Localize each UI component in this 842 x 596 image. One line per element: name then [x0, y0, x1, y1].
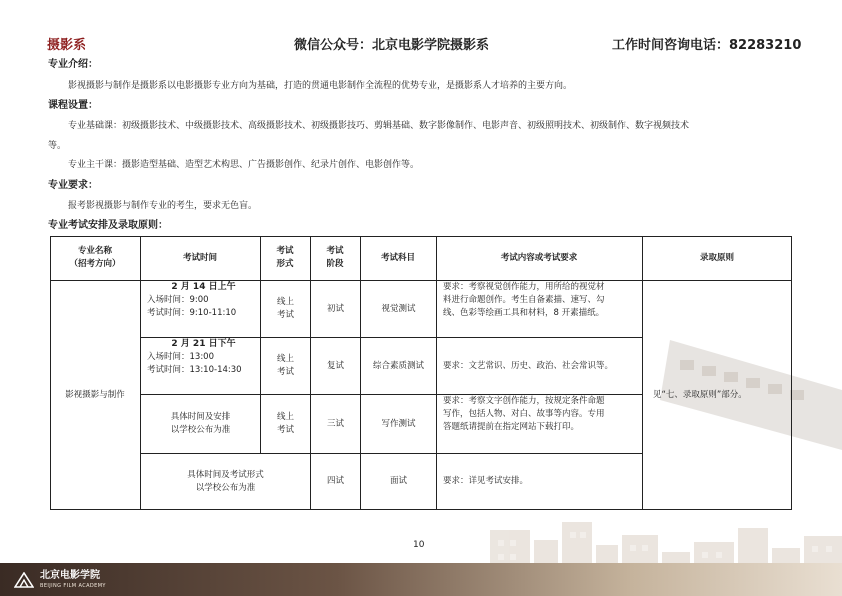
- row1-content-line1: 要求：考察视觉创作能力，用所给的视觉材: [443, 282, 605, 292]
- row2-subject: 综合素质测试: [372, 360, 424, 371]
- header-stage-line2: 阶段: [326, 259, 344, 269]
- row2-exam: 考试时间：13:10-14:30: [147, 365, 242, 375]
- row3-time-line1: 具体时间及安排: [170, 412, 231, 422]
- footer-logo-subtext: BEIJING FILM ACADEMY: [40, 583, 106, 589]
- row1-entry: 入场时间：9:00: [147, 295, 209, 305]
- header-time: 考试时间: [182, 252, 217, 263]
- row4-time-line2: 以学校公布为准: [195, 482, 256, 493]
- intro-title: 专业介绍：: [48, 59, 98, 70]
- row4-stage: 四试: [326, 476, 344, 486]
- header-form-line1: 考试: [276, 246, 294, 256]
- header-admission: 录取原则: [699, 252, 734, 263]
- row4-content: 要求：详见考试安排。: [443, 476, 529, 486]
- row3-form-line1: 线上: [276, 412, 294, 422]
- row4-time: [141, 454, 310, 509]
- header-content: 考试内容或考试要求: [500, 252, 578, 263]
- row2-form: [261, 338, 310, 394]
- header-major: [50, 236, 140, 280]
- row1-content-line3: 线、色彩等绘画工具和材料，8 开素描纸。: [443, 308, 605, 318]
- row3-content: [437, 395, 642, 453]
- row2-form-line2: 考试: [276, 367, 294, 377]
- row1-subject: 视觉测试: [381, 303, 416, 314]
- row3-content-line3: 答题纸请提前在指定网站下载打印。: [443, 422, 580, 432]
- row3-subject: 写作测试: [381, 418, 416, 429]
- row1-form-line2: 考试: [276, 310, 294, 320]
- row1-exam: 考试时间：9:10-11:10: [147, 308, 237, 318]
- intro-text: 影视摄影与制作是摄影系以电影摄影专业方向为基础，打造的贯通电影制作全流程的优势专业，是摄影系人才培养的主要方向。: [68, 81, 573, 91]
- table-border: [50, 509, 792, 510]
- row1-content-line2: 料进行命题创作。考生自备素描、速写、勾: [443, 295, 605, 305]
- row1-form: [261, 281, 310, 337]
- contact-phone: 工作时间咨询电话：82283210: [612, 38, 802, 53]
- header-major-line1: 专业名称: [77, 246, 112, 256]
- row3-content-line2: 写作，包括人物、对白、故事等内容。专用: [443, 409, 605, 419]
- courses-title: 课程设置：: [48, 100, 98, 111]
- row3-content-line1: 要求：考察文字创作能力，按规定条件命题: [443, 396, 605, 406]
- row1-content: [437, 281, 642, 337]
- footer-band: [0, 563, 842, 596]
- header-major-line2: （招考方向）: [69, 259, 121, 269]
- requirements-title: 专业要求：: [48, 180, 98, 191]
- header-stage: [310, 236, 360, 280]
- row2-date: 2 月 21 日下午: [171, 339, 236, 349]
- row3-time-line2: 以学校公布为准: [170, 425, 231, 435]
- core-courses: 专业主干课：摄影造型基础、造型艺术构思、广告摄影创作、纪录片创作、电影创作等。: [68, 160, 420, 170]
- major-name: 影视摄影与制作: [65, 389, 125, 400]
- row2-entry: 入场时间：13:00: [147, 352, 214, 362]
- row3-form: [261, 395, 310, 453]
- row1-form-line1: 线上: [276, 297, 294, 307]
- department-title: 摄影系: [47, 38, 87, 53]
- exam-section-title: 专业考试安排及录取原则：: [48, 220, 168, 231]
- header-form: [260, 236, 310, 280]
- requirements-text: 报考影视摄影与制作专业的考生，要求无色盲。: [68, 201, 258, 211]
- row3-stage: 三试: [326, 418, 344, 429]
- row4-subject: 面试: [389, 476, 407, 486]
- row3-time: [141, 395, 260, 453]
- admission-principle: 见“七、录取原则”部分。: [653, 389, 747, 400]
- film-academy-logo-icon: [14, 572, 34, 588]
- header-stage-line1: 考试: [326, 246, 344, 256]
- header-subject: 考试科目: [380, 252, 415, 263]
- basic-courses-line2: 等。: [48, 141, 67, 151]
- row1-time: [141, 281, 260, 337]
- wechat-account: 微信公众号：北京电影学院摄影系: [294, 38, 490, 53]
- row1-stage: 初试: [326, 303, 344, 314]
- row2-stage: 复试: [326, 360, 344, 371]
- row2-content: 要求：文艺常识、历史、政治、社会常识等。: [443, 360, 614, 371]
- exam-schedule-table: [50, 236, 792, 510]
- row2-time: [141, 338, 260, 394]
- row3-form-line2: 考试: [276, 425, 294, 435]
- row1-date: 2 月 14 日上午: [171, 282, 236, 292]
- header-form-line2: 形式: [276, 259, 294, 269]
- page-number: 10: [413, 540, 425, 550]
- basic-courses-line1: 专业基础课：初级摄影技术、中级摄影技术、高级摄影技术、初级摄影技巧、剪辑基础、数字影像制作、电影声音、初级照明技术、初级制作、数字视频技术: [68, 121, 690, 131]
- row2-form-line1: 线上: [276, 354, 294, 364]
- footer-logo-text: 北京电影学院: [40, 570, 100, 581]
- row4-time-line1: 具体时间及考试形式: [187, 469, 264, 480]
